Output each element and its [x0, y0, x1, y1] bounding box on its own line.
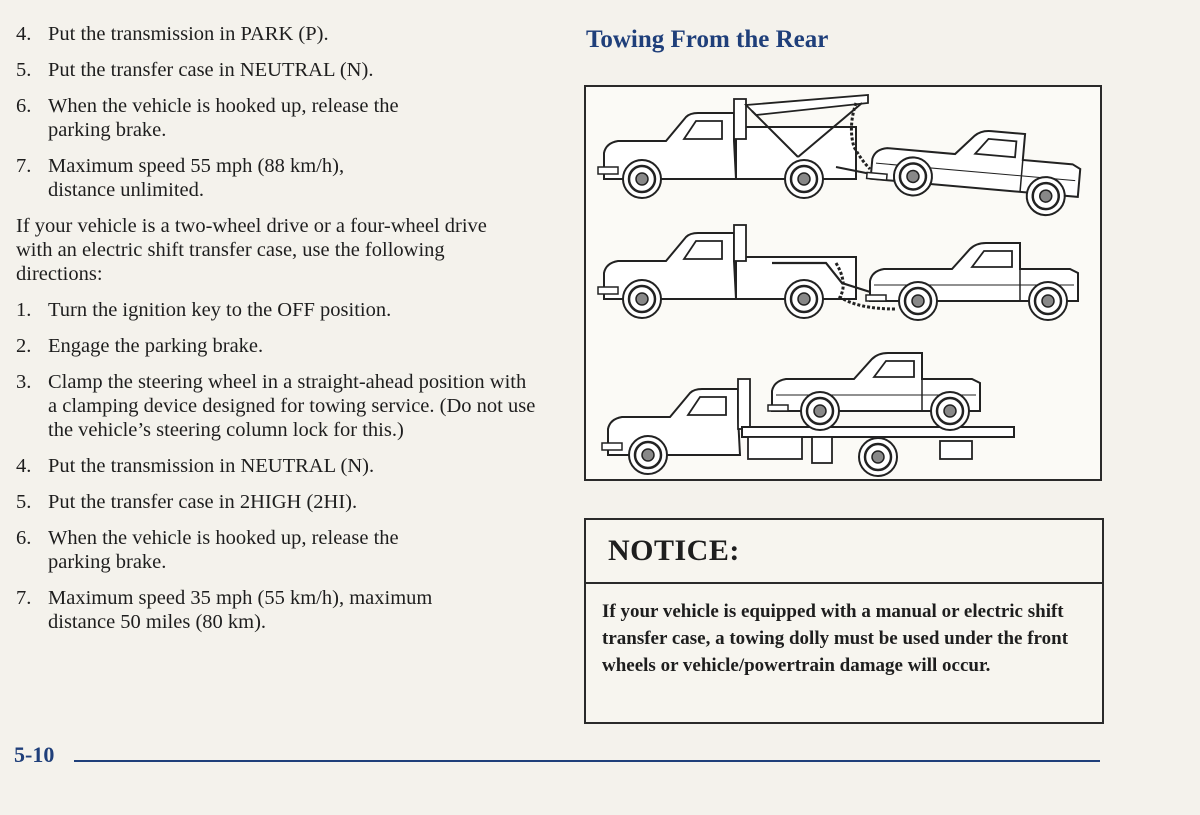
- step-text: Maximum speed 55 mph (88 km/h), distance unlimited.: [48, 155, 345, 201]
- list-item: [16, 94, 556, 142]
- steps-list-a: [16, 22, 556, 202]
- section-title: Towing From the Rear: [586, 26, 829, 53]
- notice-box: [584, 518, 1104, 724]
- towing-illustration: [584, 85, 1102, 481]
- towed-pickup-2: [866, 243, 1078, 320]
- step-number: 6.: [16, 95, 32, 117]
- step-text: Maximum speed 35 mph (55 km/h), maximum distance 50 miles (80 km).: [48, 587, 433, 633]
- step-number: 3.: [16, 371, 32, 393]
- list-item: [16, 22, 556, 46]
- steps-list-b: [16, 298, 556, 634]
- step-number: 4.: [16, 455, 32, 477]
- intro-paragraph: If your vehicle is a two-wheel drive or a four-wheel drive with an electric shift transfer case, use the following directions:: [16, 215, 487, 285]
- step-text: Turn the ignition key to the OFF position.: [48, 299, 392, 321]
- list-item: [16, 370, 556, 442]
- towed-pickup-1: [865, 121, 1083, 218]
- step-text: Clamp the steering wheel in a straight-ahead position with a clamping device designed for towing service. (Do not use the vehicle’s steering column lock for this.): [48, 371, 536, 441]
- step-text: Engage the parking brake.: [48, 335, 264, 357]
- step-number: 7.: [16, 155, 32, 177]
- step-number: 5.: [16, 59, 32, 81]
- list-item: [16, 298, 556, 322]
- step-text: When the vehicle is hooked up, release the parking brake.: [48, 95, 399, 141]
- page-number: 5-10: [14, 742, 55, 767]
- instructions-column: [16, 22, 556, 646]
- step-text: Put the transmission in NEUTRAL (N).: [48, 455, 375, 477]
- wrecker-truck-2: [598, 225, 896, 318]
- list-item: [16, 454, 556, 478]
- list-item: [16, 586, 556, 634]
- page-footer: [14, 742, 1104, 772]
- towing-diagram-svg: [586, 87, 1100, 479]
- step-number: 4.: [16, 23, 32, 45]
- footer-rule: [74, 760, 1100, 762]
- step-text: Put the transfer case in 2HIGH (2HI).: [48, 491, 358, 513]
- step-number: 2.: [16, 335, 32, 357]
- list-item: [16, 154, 556, 202]
- step-text: Put the transmission in PARK (P).: [48, 23, 329, 45]
- list-item: [16, 334, 556, 358]
- wrecker-truck-1: [598, 95, 896, 198]
- step-text: Put the transfer case in NEUTRAL (N).: [48, 59, 374, 81]
- step-number: 5.: [16, 491, 32, 513]
- step-number: 6.: [16, 527, 32, 549]
- list-item: [16, 526, 556, 574]
- notice-body: If your vehicle is equipped with a manual or electric shift transfer case, a towing dolly must be used under the front wheels or vehicle/powertrain damage will occur.: [602, 601, 1069, 676]
- step-number: 7.: [16, 587, 32, 609]
- step-text: When the vehicle is hooked up, release the parking brake.: [48, 527, 399, 573]
- list-item: [16, 58, 556, 82]
- step-number: 1.: [16, 299, 32, 321]
- carried-pickup: [768, 353, 980, 430]
- notice-heading: NOTICE:: [586, 520, 1102, 584]
- list-item: [16, 490, 556, 514]
